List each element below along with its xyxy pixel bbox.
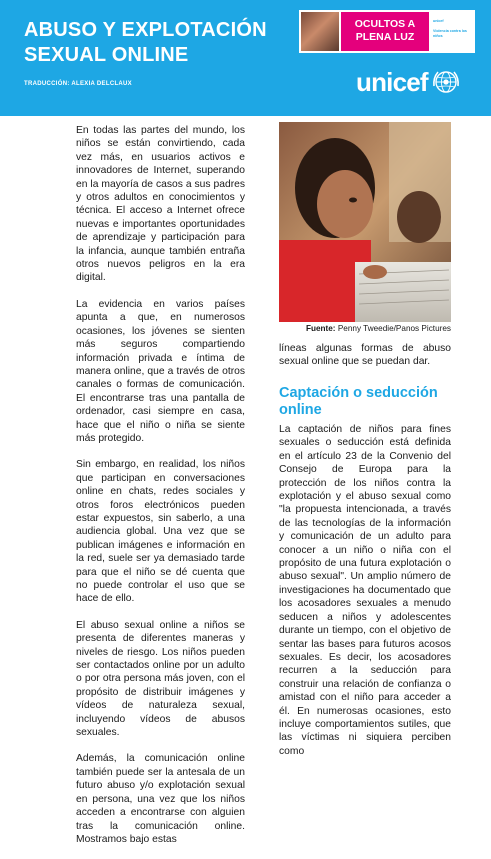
section-heading: Captación o seducción online <box>279 385 438 418</box>
paragraph: Además, la comunicación online también puede ser la antesala de un futuro abuso y/o explotación sexual en persona, una vez que los niños acceden a encontrarse con alguien tras la comunicación online. Mostramos bajo estas <box>76 753 245 845</box>
translation-credit: TRADUCCIÓN: ALEXIA DELCLAUX <box>24 81 132 87</box>
paragraph: Sin embargo, en realidad, los niños que participan en conversaciones online en chats, redes sociales y otros foros electrónicos pueden estar expuestos, sin saberlo, a una audiencia global. Una vez que se publican imágenes e información en la red, suele ser ya demasiado tarde para que el niño se dé cuenta que no puede controlar el uso que se hace de ello. <box>76 459 245 605</box>
right-column <box>279 423 451 758</box>
photo-child-at-computer <box>279 122 451 322</box>
paragraph: líneas algunas formas de abuso sexual online que se puedan dar. <box>279 343 451 368</box>
campaign-line-2: PLENA LUZ <box>355 31 415 43</box>
caption-text: Penny Tweedie/Panos Pictures <box>335 324 451 333</box>
paragraph: El abuso sexual online a niños se presenta de diferentes maneras y niveles de riesgo. Los niños pueden ser contactados online por un adulto o por otra persona más joven, con el propósito de distribuir imágenes y vídeos de naturaleza sexual, incluyendo vídeos de abusos sexuales. <box>76 619 245 739</box>
paragraph: En todas las partes del mundo, los niños se están convirtiendo, cada vez más, en usuarios activos e innovadores de Internet, superando en la mayoría de casos a sus padres y otros adultos en conocimientos y técnica. El acceso a Internet ofrece nuevas e importantes oportunidades de aprendizaje y participación para la infancia, aunque también entraña otros nuevos peligros en la era digital. <box>76 125 245 284</box>
campaign-banner <box>299 10 475 53</box>
campaign-line-1: OCULTOS A <box>354 18 416 30</box>
unicef-logo <box>356 62 460 102</box>
header-banner <box>0 0 491 116</box>
campaign-brand-name: unicef <box>433 19 444 23</box>
paragraph: La captación de niños para fines sexuales o seducción está definida en el artículo 23 de la Convenio del Consejo de Europa para la protección de los niños contra la explotación y el abuso sexual como "la propuesta intencionada, a través de las tecnologías de la información y comunicación de un adulto para conocer a un niño o niña con el propósito de una futura explotación o abuso sexual". Un amplio número de investigaciones ha documentado que los acosadores sexuales a menudo seducen a niños y adolescentes durante un tiempo, con el objetivo de sentar las bases para futuros acosos sexuales. Es decir, los acosadores recurren a la seducción para construir una relación de confianza o amistad con el niño para acceder a él. En numerosas ocasiones, esto incluye comportamientos sutiles, que las víctimas ni siquiera perciben como <box>279 424 451 757</box>
document-title: ABUSO Y EXPLOTACIÓN SEXUAL ONLINE <box>24 19 267 66</box>
photo-illustration <box>279 122 451 322</box>
photo-caption <box>279 324 451 334</box>
right-column-continuation <box>279 342 451 369</box>
campaign-photo <box>301 12 339 51</box>
unicef-emblem-icon <box>432 68 460 96</box>
campaign-title <box>341 12 429 51</box>
campaign-brand-tagline: Violencia contra los niños <box>433 29 467 38</box>
caption-label: Fuente: <box>305 324 336 333</box>
paragraph: La evidencia en varios países apunta a que, en numerosos ocasiones, los jóvenes se sienten más seguros compartiendo información privada e íntima de manera online, que a través de otros canales o formas de comunicación. El encontrarse tras una pantalla de ordenador, casi siempre en casa, hace que el niño o niña se siente más protegido. <box>76 298 245 444</box>
left-column <box>76 124 245 859</box>
logo-wordmark: unicef <box>356 66 428 97</box>
campaign-brand <box>433 19 475 39</box>
